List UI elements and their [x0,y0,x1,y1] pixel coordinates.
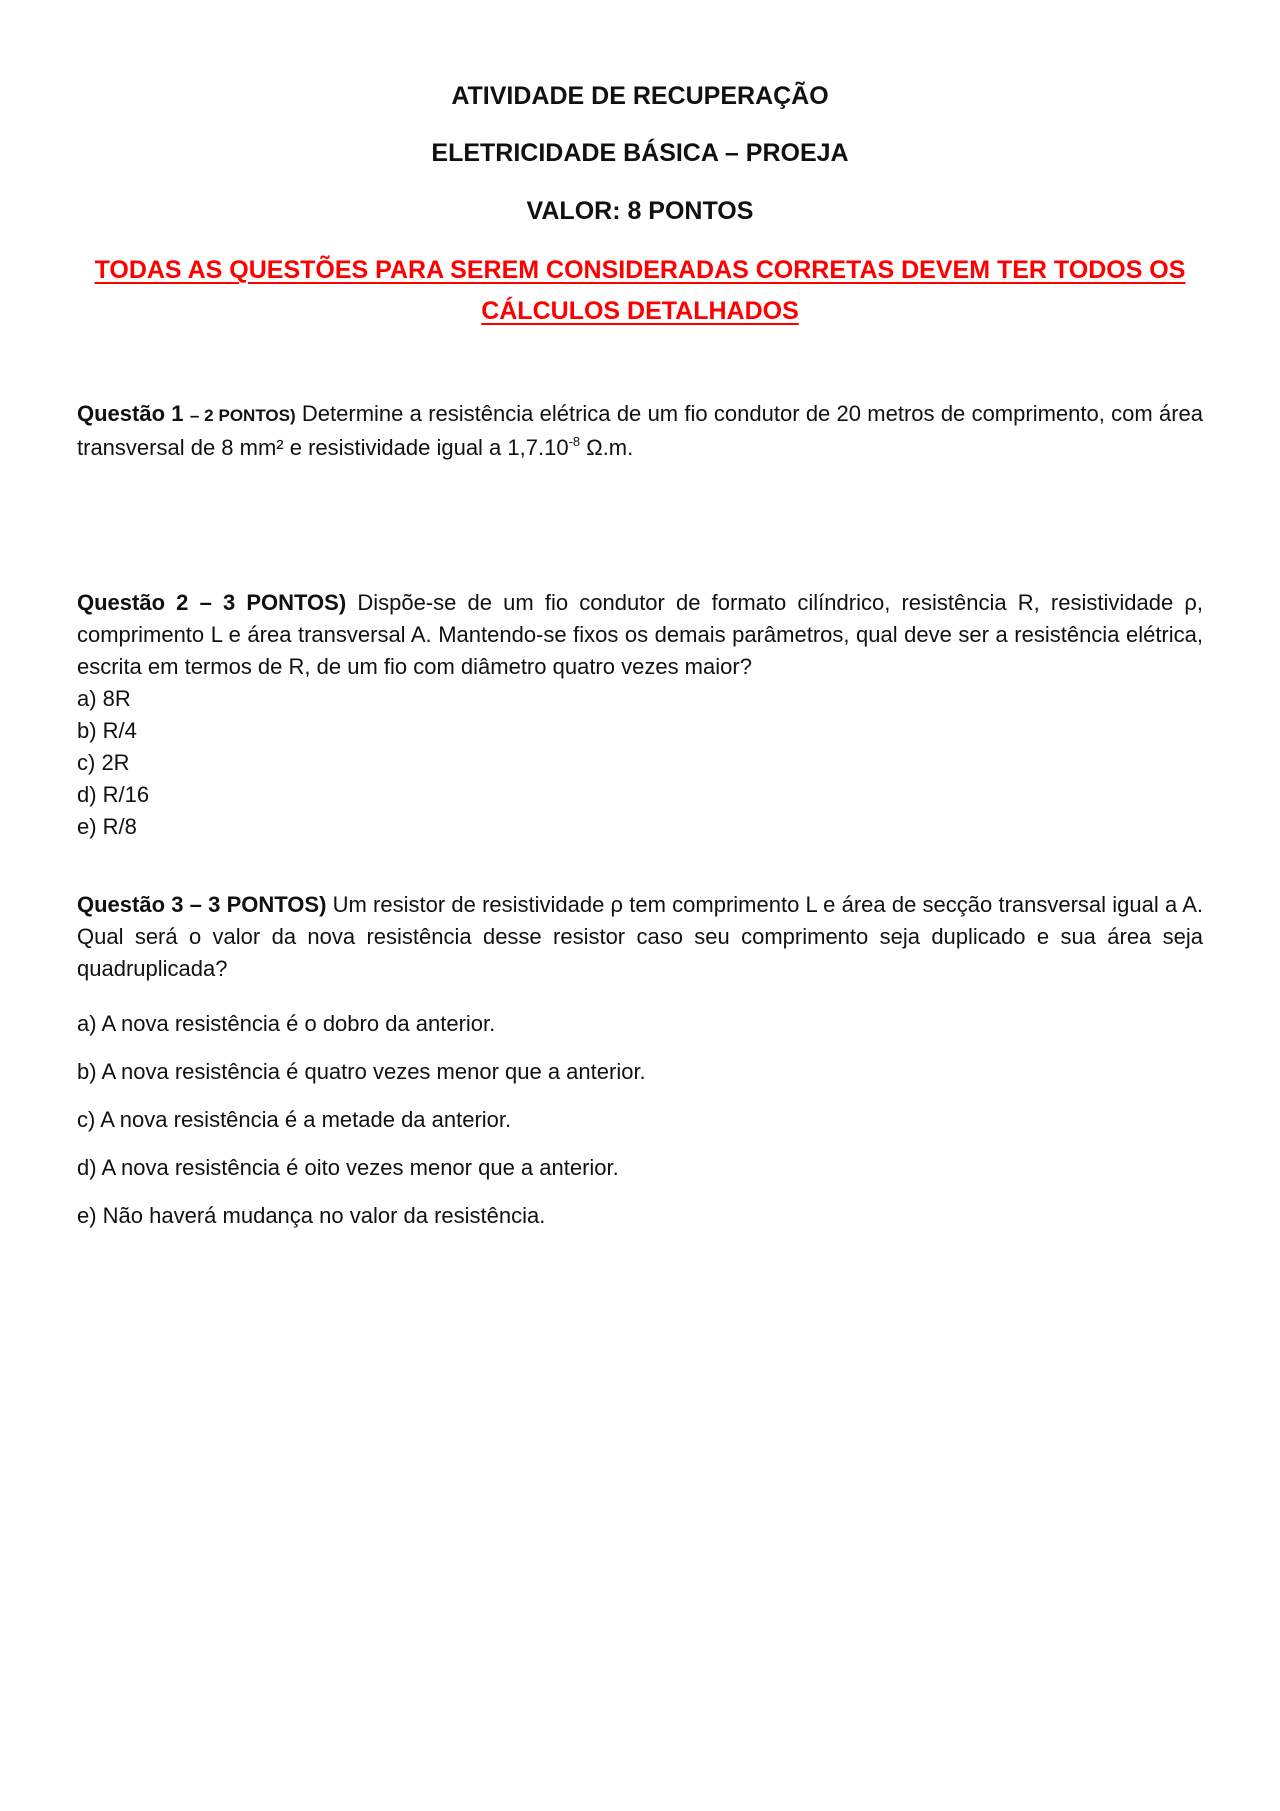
question-3-option-c: c) A nova resistência é a metade da anterior. [77,1107,512,1132]
question-2-label: Questão 2 – 3 PONTOS) [77,590,347,615]
question-2-options [77,683,149,843]
question-2-option-c: c) 2R [77,750,130,775]
question-3-options [77,1000,646,1240]
question-1-text: Determine a resistência elétrica de um fio condutor de 20 metros de comprimento, com área transversal de 8 mm² e resistividade igual a 1,7.10 [77,401,1203,460]
question-3-option-b: b) A nova resistência é quatro vezes menor que a anterior. [77,1059,646,1084]
document-subject: ELETRICIDADE BÁSICA – PROEJA [431,139,849,167]
question-1-label: Questão 1 [77,401,190,426]
question-1-points: – 2 PONTOS) [189,406,296,425]
question-3 [77,889,1203,985]
question-3-option-d: d) A nova resistência é oito vezes menor que a anterior. [77,1155,619,1180]
question-2-text: Dispõe-se de um fio condutor de formato cilíndrico, resistência R, resistividade ρ, comprimento L e área transversal A. Mantendo-se fixos os demais parâmetros, qual deve ser a resistência elétrica, escrita em termos de R, de um fio com diâmetro quatro vezes maior? [77,590,1203,679]
document-value: VALOR: 8 PONTOS [526,197,754,225]
question-2-option-e: e) R/8 [77,814,137,839]
question-1-exponent: -8 [568,434,581,449]
question-2 [77,587,1203,683]
question-1-unit: Ω.m. [580,435,634,460]
question-2-option-d: d) R/16 [77,782,150,807]
question-2-option-b: b) R/4 [77,718,137,743]
question-3-text: Um resistor de resistividade ρ tem comprimento L e área de secção transversal igual a A. Qual será o valor da nova resistência desse resistor caso seu comprimento seja duplicado e sua área seja quadruplicada? [77,892,1203,981]
question-3-option-e: e) Não haverá mudança no valor da resistência. [77,1203,546,1228]
instructions-warning: TODAS AS QUESTÕES PARA SEREM CONSIDERADAS CORRETAS DEVEM TER TODOS OS CÁLCULOS DETALHADOS [94,256,1186,325]
question-1 [77,398,1203,464]
question-3-label: Questão 3 – 3 PONTOS) [77,892,327,917]
question-3-option-a: a) A nova resistência é o dobro da anterior. [77,1011,496,1036]
document-title: ATIVIDADE DE RECUPERAÇÃO [451,82,829,110]
question-2-option-a: a) 8R [77,686,131,711]
